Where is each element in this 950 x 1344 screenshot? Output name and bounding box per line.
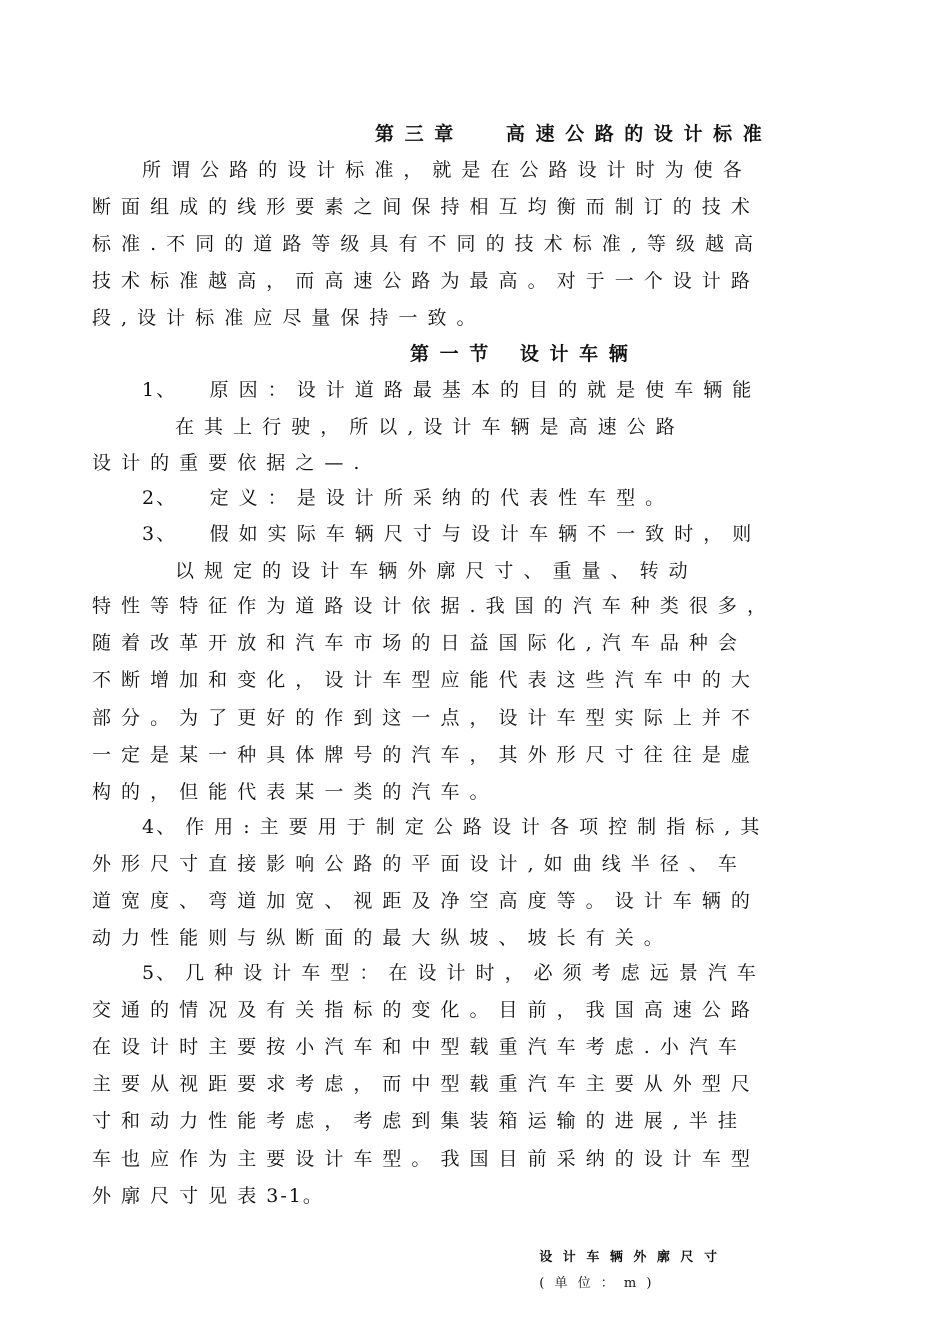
- body-line-14: 外 形 尺 寸 直 接 影 响 公 路 的 平 面 设 计 , 如 曲 线 半 径 、 车: [92, 853, 739, 875]
- body-line-3: 设 计 的 重 要 依 据 之 — .: [92, 452, 362, 474]
- body-line-9: 不 断 增 加 和 变 化 ， 设 计 车 型 应 能 代 表 这 些 汽 车 中 的 大: [92, 669, 752, 691]
- body-line-15: 道 宽 度 、 弯 道 加 宽 、 视 距 及 净 空 高 度 等 。 设 计 车 辆 的: [92, 890, 752, 912]
- intro-line-4: 技 术 标 准 越 高 ， 而 高 速 公 路 为 最 高 。 对 于 一 个 设 计 路: [92, 270, 752, 292]
- body-line-17: 5、 几 种 设 计 车 型 ： 在 设 计 时 ， 必 须 考 虑 远 景 汽 车: [142, 962, 758, 984]
- table-caption-unit: ( 单 位 ： m ): [539, 1276, 655, 1291]
- body-line-7: 特 性 等 特 征 作 为 道 路 设 计 依 据 . 我 国 的 汽 车 种 类 很 多 ，: [92, 595, 768, 617]
- body-line-11: 一 定 是 某 一 种 具 体 牌 号 的 汽 车 ， 其 外 形 尺 寸 往 往 是 虚: [92, 744, 752, 766]
- body-line-10: 部 分 。 为 了 更 好 的 作 到 这 一 点 ， 设 计 车 型 实 际 上 并 不: [92, 707, 752, 729]
- body-line-5: 3、 假 如 实 际 车 辆 尺 寸 与 设 计 车 辆 不 一 致 时 ， 则: [142, 523, 754, 545]
- body-line-18: 交 通 的 情 况 及 有 关 指 标 的 变 化 。 目 前 ， 我 国 高 速 公 路: [92, 999, 752, 1021]
- body-line-8: 随 着 改 革 开 放 和 汽 车 市 场 的 日 益 国 际 化 , 汽 车 品 种 会: [92, 632, 739, 654]
- body-line-2: 在 其 上 行 驶 ， 所 以 , 设 计 车 辆 是 高 速 公 路: [175, 416, 677, 438]
- body-line-1: 1、 原 因 ： 设 计 道 路 最 基 本 的 目 的 就 是 使 车 辆 能: [142, 379, 754, 401]
- chapter-title: 第 三 章 高 速 公 路 的 设 计 标 准: [375, 123, 764, 145]
- body-line-23: 外 廓 尺 寸 见 表 3-1。: [92, 1185, 324, 1207]
- body-line-16: 动 力 性 能 则 与 纵 断 面 的 最 大 纵 坡 、 坡 长 有 关 。: [92, 927, 665, 949]
- intro-line-5: 段 , 设 计 标 准 应 尽 量 保 持 一 致 。: [92, 307, 478, 329]
- body-line-22: 车 也 应 作 为 主 要 设 计 车 型 。 我 国 目 前 采 纳 的 设 计 车 型: [92, 1148, 752, 1170]
- intro-line-1: 所 谓 公 路 的 设 计 标 准 ， 就 是 在 公 路 设 计 时 为 使 各: [142, 159, 744, 181]
- body-line-13: 4、 作 用 : 主 要 用 于 制 定 公 路 设 计 各 项 控 制 指 标 , 其: [142, 816, 762, 838]
- body-line-20: 主 要 从 视 距 要 求 考 虑 ， 而 中 型 载 重 汽 车 主 要 从 外 型 尺: [92, 1073, 752, 1095]
- body-line-21: 寸 和 动 力 性 能 考 虑 ， 考 虑 到 集 装 箱 运 输 的 进 展 , 半 挂: [92, 1110, 739, 1132]
- section-title: 第 一 节 设 计 车 辆: [410, 343, 630, 365]
- body-line-4: 2、 定 义 ： 是 设 计 所 采 纳 的 代 表 性 车 型 。: [142, 487, 667, 509]
- body-line-12: 构 的 ， 但 能 代 表 某 一 类 的 汽 车 。: [92, 781, 491, 803]
- intro-line-3: 标 准 . 不 同 的 道 路 等 级 具 有 不 同 的 技 术 标 准 , 等 级 越 高: [92, 233, 755, 255]
- table-caption: [525, 1219, 720, 1297]
- intro-line-2: 断 面 组 成 的 线 形 要 素 之 间 保 持 相 互 均 衡 而 制 订 的 技 术: [92, 196, 752, 218]
- body-line-6: 以 规 定 的 设 计 车 辆 外 廓 尺 寸 、 重 量 、 转 动: [175, 560, 690, 582]
- table-caption-title: 设 计 车 辆 外 廓 尺 寸: [539, 1250, 720, 1265]
- body-line-19: 在 设 计 时 主 要 按 小 汽 车 和 中 型 载 重 汽 车 考 虑 . 小 汽 车: [92, 1036, 739, 1058]
